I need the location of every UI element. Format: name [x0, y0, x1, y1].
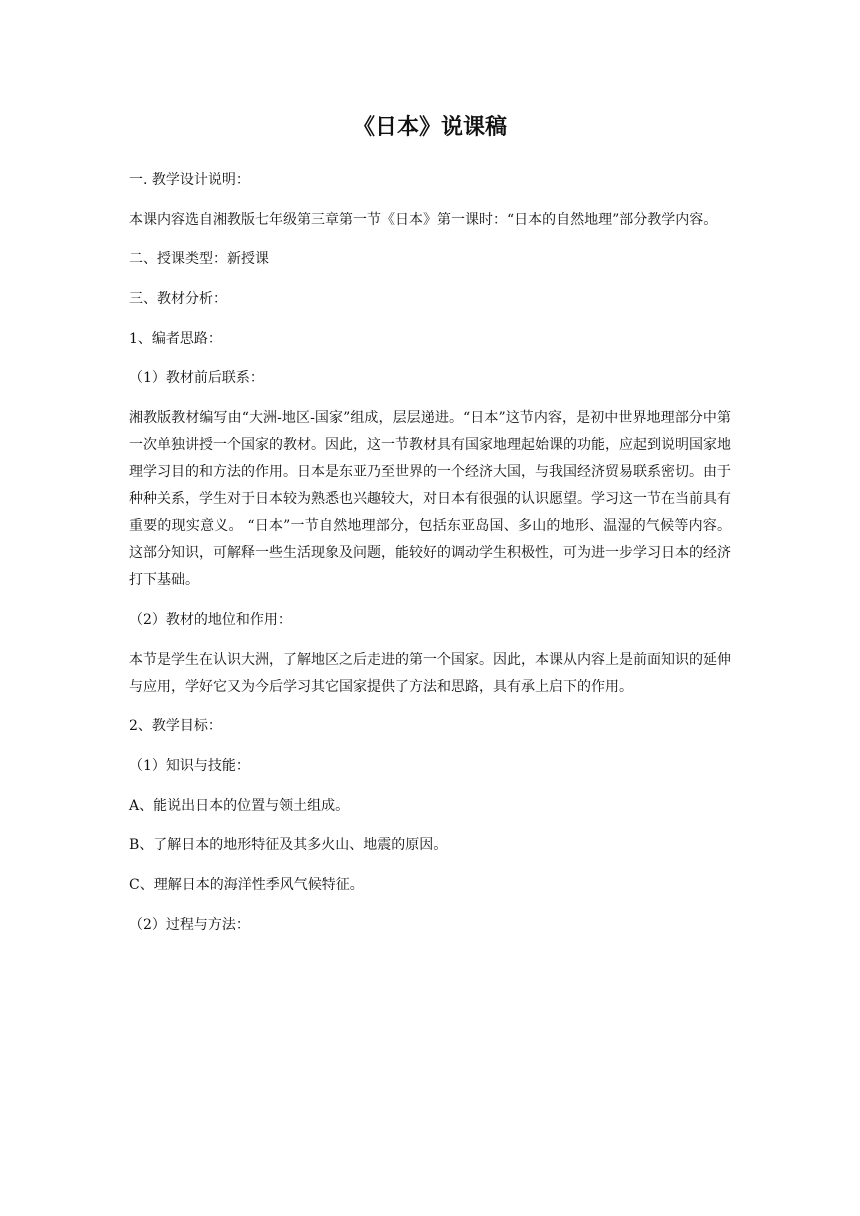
subheading-knowledge-skills: （1）知识与技能： [129, 757, 250, 774]
subheading-material-role: （2）教材的地位和作用： [129, 611, 292, 628]
list-item-goal-c: C、理解日本的海洋性季风气候特征。 [129, 876, 364, 893]
subheading-material-connection: （1）教材前后联系： [129, 370, 264, 387]
page-title: 《日本》说课稿 [352, 115, 507, 140]
section-heading-design: 一. 教学设计说明： [129, 172, 250, 188]
list-item-goal-a: A、能说出日本的位置与领土组成。 [129, 797, 350, 814]
section-heading-lesson-type: 二、授课类型：新授课 [129, 251, 269, 268]
subheading-teaching-goals: 2、教学目标： [129, 718, 222, 735]
paragraph-material-role: 本节是学生在认识大洲，了解地区之后走进的第一个国家。因此，本课从内容上是前面知识的延伸与应用，学好它又为今后学习其它国家提供了方法和思路，具有承上启下的作用。 [129, 651, 731, 695]
paragraph-material-connection: 湘教版教材编写由“大洲-地区-国家”组成，层层递进。“日本”这节内容，是初中世界地理部分中第一次单独讲授一个国家的教材。因此，这一节教材具有国家地理起始课的功能，应起到说明国家地理学习目的和方法的作用。日本是东亚乃至世界的一个经济大国，与我国经济贸易联系密切。由于种种关系，学生对于日本较为熟悉也兴趣较大，对日本有很强的认识愿望。学习这一节在当前具有重要的现实意义。 “日本”一节自然地理部分，包括东亚岛国、多山的地形、温湿的气候等内容。这部分知识，可解释一些生活现象及问题，能较好的调动学生积极性，可为进一步学习日本的经济打下基础。 [129, 410, 731, 589]
list-item-goal-b: B、了解日本的地形特征及其多火山、地震的原因。 [129, 837, 448, 854]
paragraph-course-source: 本课内容选自湘教版七年级第三章第一节《日本》第一课时：“日本的自然地理”部分教学内容。 [129, 211, 718, 228]
document-body [129, 167, 731, 939]
subheading-editor-approach: 1、编者思路： [129, 330, 222, 347]
section-heading-material-analysis: 三、教材分析： [129, 291, 227, 308]
subheading-process-methods: （2）过程与方法： [129, 916, 250, 933]
